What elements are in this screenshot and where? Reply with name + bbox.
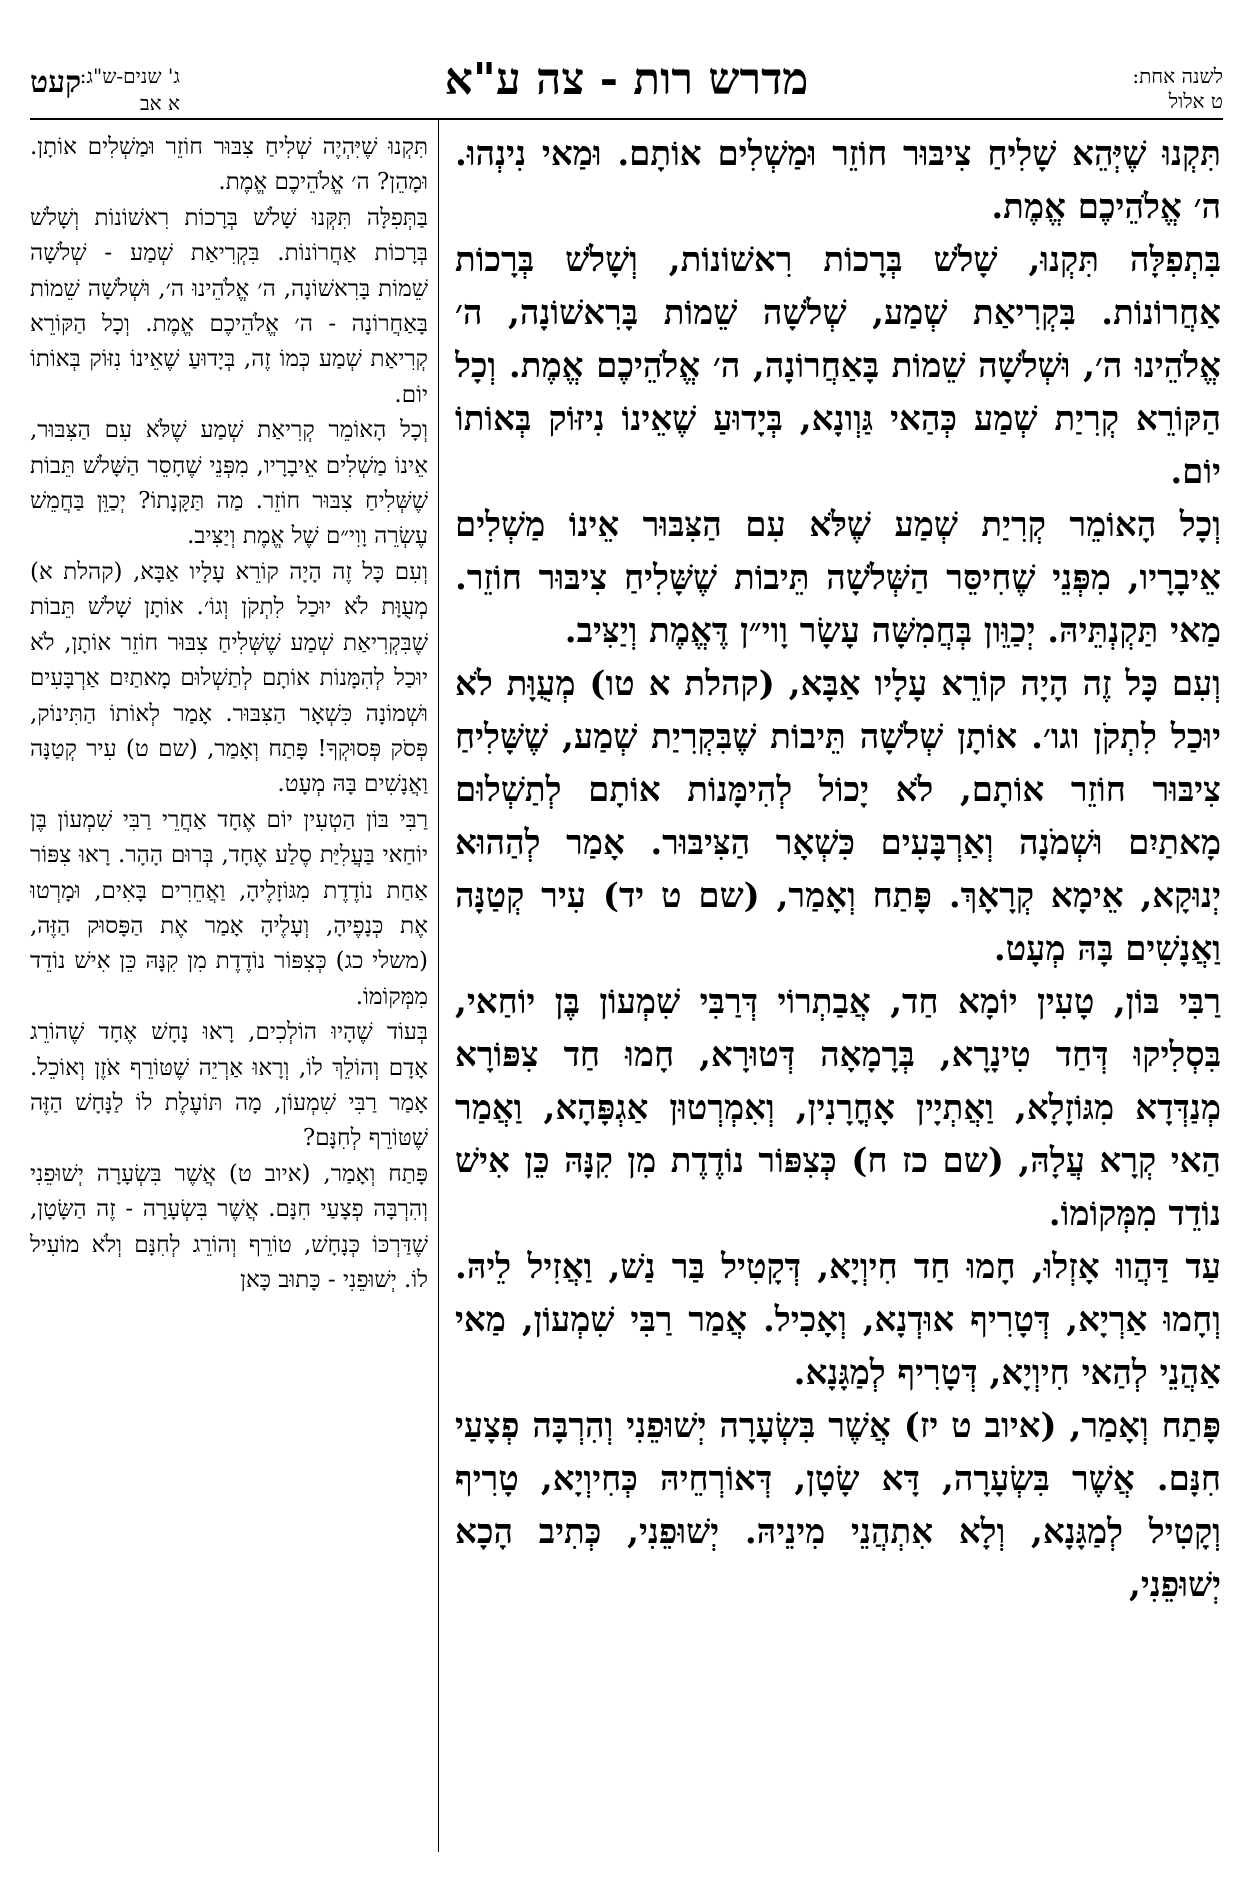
translation-paragraph: פָּתַח וְאָמַר, (איוב ט) אֲשֶׁר בִּשְׂעָרָה יְשׁוּפֵנִי וְהִרְבָּה פְצָעַי חִנָּם. אֲשֶׁר בִּשְׂעָרָה - זֶה הַשָּׂטָן, שֶׁדַּרְכּוֹ כְּנָחָשׁ, טוֹרֵף וְהוֹרֵג לְחִנָּם וְלֹא מוֹעִיל לוֹ. יְשׁוּפֵנִי - כָּתוּב כָּאן xyxy=(30,1160,428,1293)
column-divider xyxy=(438,120,439,1852)
main-paragraph: בִּתְפִלָּה תִּקְנוּ, שָׁלֹשׁ בְּרָכוֹת רִאשׁוֹנוֹת, וְשָׁלֹשׁ בְּרָכוֹת אַחֲרוֹנוֹת. בִּקְרִיאַת שְׁמַע, שְׁלֹשָׁה שֵׁמוֹת בָּרִאשׁוֹנָה, ה׳ אֱלֹהֵינוּ ה׳, וּשְׁלֹשָׁה שֵׁמוֹת בָּאַחֲרוֹנָה, ה׳ אֱלֹהֵיכֶם אֱמֶת. וְכָל הַקּוֹרֵא קְרִיַת שְׁמַע כְּהַאי גַּוְונָא, בְּיָדוּעַ שֶׁאֵינוֹ נִיזּוֹק בְּאוֹתוֹ יוֹם. xyxy=(455,240,1221,492)
main-paragraph: רַבִּי בּוֹן, טָעִין יוֹמָא חַד, אֲבַתְרוֹי דְּרַבִּי שִׁמְעוֹן בֶּן יוֹחַאי, בִּסְלִיקוּ דְּחַד טִינָרָא, בְּרָמָאָה דְּטוּרָא, חָמוּ חַד צִפּוֹרָא מְנַדְּדָא מִגּוֹזָלָא, וַאֲתְיָין אָחֳרָנִין, וְאִמְרְטוּן אַגְפָּהָא, וַאֲמַר הַאי קְרָא עֲלָהּ, (שם כז ח) כְּצִפּוֹר נוֹדֶדֶת מִן קִנָּהּ כֵּן אִישׁ נוֹדֵד מִמְּקוֹמוֹ. xyxy=(455,982,1221,1234)
page-header xyxy=(30,50,1223,120)
main-paragraph: פָּתַח וְאָמַר, (איוב ט יז) אֲשֶׁר בִּשְׂעָרָה יְשׁוּפֵנִי וְהִרְבָּה פְצָעַי חִנָּם. אֲשֶׁר בִּשְׂעָרָה, דָּא שָׂטָן, דְּאוֹרְחֵיהּ כְּחִיוְיָא, טָרִיף וְקָטִיל לְמַגָּנָא, וְלָא אִתְהֲנֵי מִינֵיהּ. יְשׁוּפֵנִי, כְּתִיב הָכָא יְשׁוּפֵנִי, xyxy=(455,1406,1221,1605)
page-number: קעט xyxy=(30,65,82,100)
page-title: מדרש רות - צה ע"א xyxy=(444,54,809,105)
main-paragraph: עַד דַּהֲווּ אָזְלוּ, חָמוּ חַד חִיוְיָא, דְּקָטִיל בַּר נַשׁ, וַאֲזִיל לֵיהּ. וְחָמוּ אַרְיָא, דְּטָרִיף אוּדְנָא, וְאָכִיל. אֲמַר רַבִּי שִׁמְעוֹן, מַאי אַהֲנֵי לְהַאי חִיוְיָא, דְּטָרִיף לְמַגָּנָא. xyxy=(455,1247,1221,1393)
main-paragraph: וְכָל הָאוֹמֵר קְרִיַת שְׁמַע שֶׁלֹּא עִם הַצִּבּוּר אֵינוֹ מַשְׁלִים אֵיבָרָיו, מִפְּנֵי שֶׁחִיסֵּר הַשְּׁלֹשָׁה תֵּיבוֹת שֶׁשָּׁלִיחַ צִיבּוּר חוֹזֵר. מַאי תַּקְנְתֵּיהּ. יְכַוֵּון בְּחֲמִשָּׁה עָשָׂר וָוי״ן דֶּאֱמֶת וְיַצִּיב. xyxy=(455,505,1221,651)
translation-paragraph: וְעִם כָּל זֶה הָיָה קוֹרֵא עָלָיו אַבָּא, (קהלת א) מְעֻוָּת לֹא יוּכַל לִתְקֹן וְגוֹ׳. אוֹתָן שָׁלֹשׁ תֵּבוֹת שֶׁבִּקְרִיאַת שְׁמַע שֶׁשְּׁלִיחַ צִבּוּר חוֹזֵר אוֹתָן, לֹא יוּכַל לְהִמָּנוֹת אוֹתָם לְתַשְׁלוּם מָאתַיִם אַרְבָּעִים וּשְׁמוֹנָה כִּשְׁאָר הַצִּבּוּר. אָמַר לְאוֹתוֹ הַתִּינוֹק, פְּסֹק פְּסוּקְךָ! פָּתַח וְאָמַר, (שם ט) עִיר קְטַנָּה וַאֲנָשִׁים בָּהּ מְעָט. xyxy=(30,558,428,798)
header-three-year-label: ג' שנים-ש"ג: xyxy=(79,64,180,88)
header-divider xyxy=(30,118,1223,120)
translation-paragraph: רַבִּי בּוֹן הַטְעִין יוֹם אֶחָד אַחֲרֵי רַבִּי שִׁמְעוֹן בֶּן יוֹחַאי בַּעֲלִיַּת סֶלַע אֶחָד, בְּרוּם הָהָר. רָאוּ צִפּוֹר אַחַת נוֹדֶדֶת מִגּוֹזָלֶיהָ, וַאֲחֵרִים בָּאִים, וּמָרְטוּ אֶת כְּנָפֶיהָ, וְעָלֶיהָ אָמַר אֶת הַפָּסוּק הַזֶּה, (משלי כג) כְּצִפּוֹר נוֹדֶדֶת מִן קִנָּהּ כֵּן אִישׁ נוֹדֵד מִמְּקוֹמוֹ. xyxy=(30,806,428,1010)
translation-paragraph: תִּקְנוּ שֶׁיִּהְיֶה שְׁלִיחַ צִבּוּר חוֹזֵר וּמַשְׁלִים אוֹתָן. וּמָהֵן? ה׳ אֱלֹהֵיכֶם אֱמֶת. xyxy=(30,134,428,196)
header-one-year-date: ט אלול xyxy=(1168,89,1223,113)
header-three-year-date: א אב xyxy=(140,91,180,115)
translation-paragraph: וְכָל הָאוֹמֵר קְרִיאַת שְׁמַע שֶׁלֹּא עִם הַצִּבּוּר, אֵינוֹ מַשְׁלִים אֵיבָרָיו, מִפְּנֵי שֶׁחָסֵר הַשָּׁלֹשׁ תֵּבוֹת שֶׁשְּׁלִיחַ צִבּוּר חוֹזֵר. מַה תַּקָּנָתוֹ? יְכַוֵּן בַּחֲמֵשׁ עֶשְׂרֵה וָוִי״ם שֶׁל אֱמֶת וְיַצִּיב. xyxy=(30,417,428,550)
main-paragraph: תִּקְנוּ שֶׁיְּהֵא שָׁלִיחַ צִיבּוּר חוֹזֵר וּמַשְׁלִים אוֹתָם. וּמַאי נִינְהוּ. ה׳ אֱלֹהֵיכֶם אֱמֶת. xyxy=(455,134,1221,227)
translation-paragraph: בַּתְּפִלָּה תִּקְּנוּ שָׁלֹשׁ בְּרָכוֹת רִאשׁוֹנוֹת וְשָׁלֹשׁ בְּרָכוֹת אַחֲרוֹנוֹת. בִּקְרִיאַת שְׁמַע - שְׁלֹשָׁה שֵׁמוֹת בָּרִאשׁוֹנָה, ה׳ אֱלֹהֵינוּ ה׳, וּשְׁלֹשָׁה שֵׁמוֹת בָּאַחֲרוֹנָה - ה׳ אֱלֹהֵיכֶם אֱמֶת. וְכָל הַקּוֹרֵא קְרִיאַת שְׁמַע כְּמוֹ זֶה, בְּיָדוּעַ שֶׁאֵינוֹ נִזּוֹק בְּאוֹתוֹ יוֹם. xyxy=(30,204,428,408)
main-paragraph: וְעִם כָּל זֶה הָיָה קוֹרֵא עָלָיו אַבָּא, (קהלת א טו) מְעֻוָּת לֹא יוּכַל לִתְקֹן וגו׳. אוֹתָן שְׁלֹשָׁה תֵּיבוֹת שֶׁבִּקְרִיַת שְׁמַע, שֶׁשָּׁלִיחַ צִיבּוּר חוֹזֵר אוֹתָם, לֹא יָכוֹל לְהִימָּנוֹת אוֹתָם לְתַשְׁלוּם מָאתַיִם וּשְׁמֹנָה וְאַרְבָּעִים כִּשְׁאָר הַצִּיבּוּר. אָמַר לְהַהוּא יְנוּקָא, אֵימָא קְרָאָךְ. פָּתַח וְאָמַר, (שם ט יד) עִיר קְטַנָּה וַאֲנָשִׁים בָּהּ מְעָט. xyxy=(455,664,1221,969)
translation-paragraph: בְּעוֹד שֶׁהָיוּ הוֹלְכִים, רָאוּ נָחָשׁ אֶחָד שֶׁהוֹרֵג אָדָם וְהוֹלֵךְ לוֹ, וְרָאוּ אַרְיֵה שֶׁטּוֹרֵף אֹזֶן וְאוֹכֵל. אָמַר רַבִּי שִׁמְעוֹן, מָה תּוֹעֶלֶת לוֹ לַנָּחָשׁ הַזֶּה שֶׁטּוֹרֵף לְחִנָּם? xyxy=(30,1019,428,1152)
main-text-column xyxy=(455,128,1221,1854)
translation-column xyxy=(30,130,428,1854)
header-one-year-label: לשנה אחת: xyxy=(1132,64,1223,88)
